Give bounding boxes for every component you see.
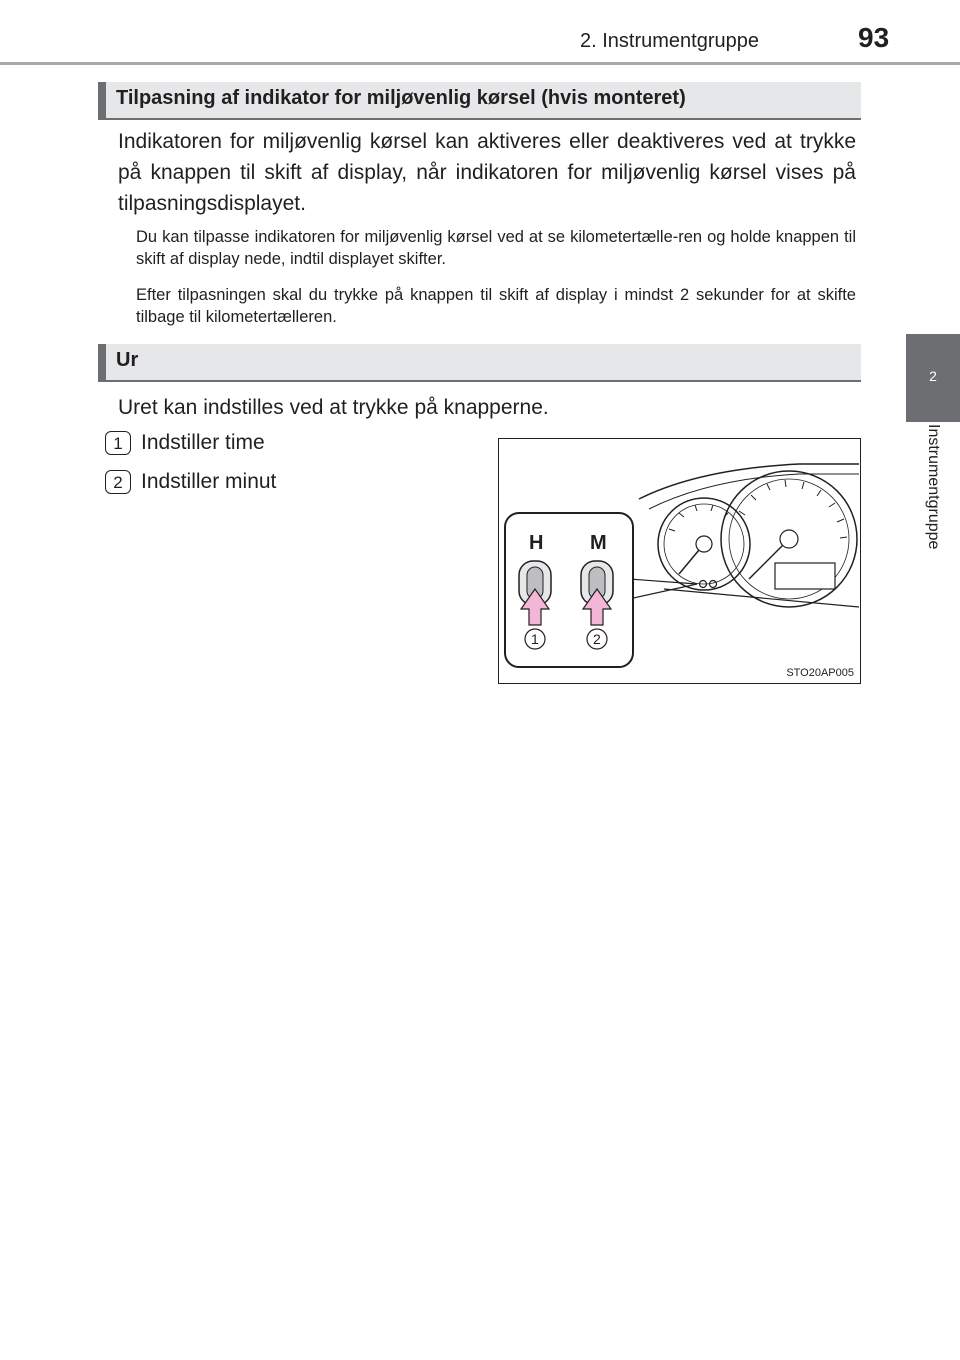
list-item (105, 470, 276, 494)
button-h-label: H (529, 532, 544, 554)
figure-code: STO20AP005 (786, 667, 854, 679)
section-title: Tilpasning af indikator for miljøvenlig kørsel (hvis monteret) (116, 87, 686, 109)
number-badge: 2 (105, 470, 131, 494)
list-item (105, 431, 265, 455)
callout-2: 2 (593, 631, 601, 647)
note-paragraph: Efter tilpasningen skal du trykke på knappen til skift af display i mindst 2 sekunder for at skifte tilbage til kilometertælleren. (136, 286, 856, 326)
section-accent (98, 82, 106, 120)
section-accent (98, 344, 106, 382)
section-heading-clock (98, 344, 861, 382)
side-tab-number: 2 (906, 334, 960, 418)
instrument-cluster-figure (498, 438, 861, 684)
callout-1: 1 (531, 631, 539, 647)
header-rule (0, 62, 960, 65)
note-paragraph: Du kan tilpasse indikatoren for miljøvenlig kørsel ved at se kilometertælle-ren og holde knappen til skift af display nede, indtil displayet skifter. (136, 228, 856, 268)
button-m-label: M (590, 532, 607, 554)
chapter-title: 2. Instrumentgruppe (580, 30, 759, 52)
section-title: Ur (116, 349, 139, 371)
section-body: Uret kan indstilles ved at trykke på knapperne. (118, 396, 549, 419)
page-number: 93 (858, 22, 890, 53)
section-body: Indikatoren for miljøvenlig kørsel kan aktiveres eller deaktiveres ved at trykke på knappen til skift af display, når indikatoren for miljøvenlig kørsel vises på tilpasningsdisplayet. (118, 130, 856, 215)
section-heading-eco (98, 82, 861, 120)
number-badge: 1 (105, 431, 131, 455)
side-tab-label: Instrumentgruppe (925, 424, 942, 550)
list-item-label: Indstiller minut (141, 470, 277, 493)
side-tab-label-box (906, 422, 960, 600)
list-item-label: Indstiller time (141, 431, 265, 454)
instrument-cluster-illustration (499, 439, 859, 682)
